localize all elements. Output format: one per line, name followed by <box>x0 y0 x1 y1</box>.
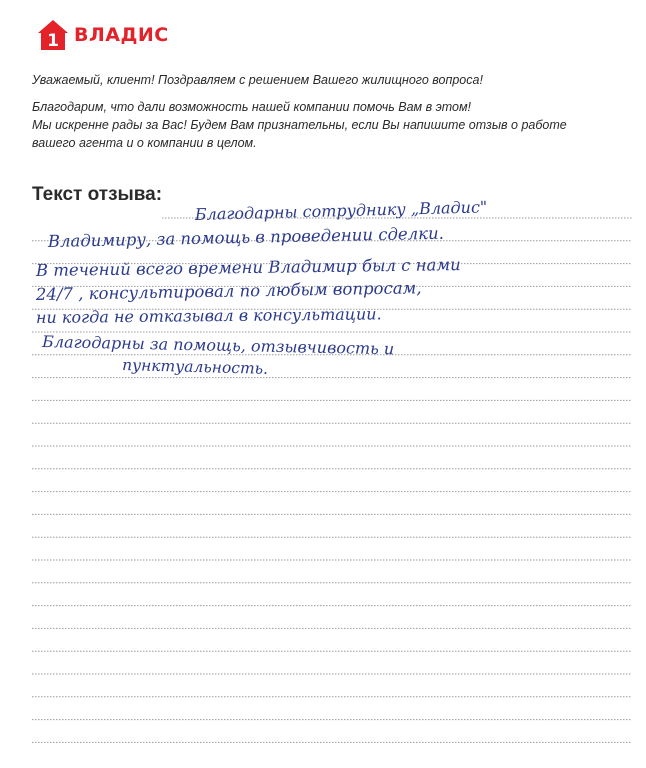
intro-thanks-line: Благодарим, что дали возможность нашей компании помочь Вам в этом! <box>32 100 472 114</box>
intro-request-line-cont: вашего агента и о компании в целом. <box>32 136 257 150</box>
review-line-6: Благодарны за помощь, отзывчивость и <box>41 332 395 359</box>
review-line-3: В течений всего времени Владимир был с нами <box>35 255 461 280</box>
intro-congratulation: Уважаемый, клиент! Поздравляем с решением Вашего жилищного вопроса! <box>32 73 483 87</box>
review-line-4: 24/7 , консультировал по любым вопросам, <box>35 278 422 304</box>
brand-name: ВЛАДИС <box>74 24 169 46</box>
review-heading: Текст отзыва: <box>32 184 163 205</box>
review-line-5: ни когда не отказывал в консультации. <box>35 304 382 327</box>
logo-mark-digit: 1 <box>47 31 59 51</box>
review-line-2: Владимиру, за помощь в проведении сделки. <box>47 223 445 251</box>
review-line-1: Благодарны сотруднику „Владис" <box>194 197 488 224</box>
review-line-7: пунктуальность. <box>121 356 269 378</box>
intro-request-line: Мы искренне рады за Вас! Будем Вам признательны, если Вы напишите отзыв о работе <box>32 118 567 132</box>
